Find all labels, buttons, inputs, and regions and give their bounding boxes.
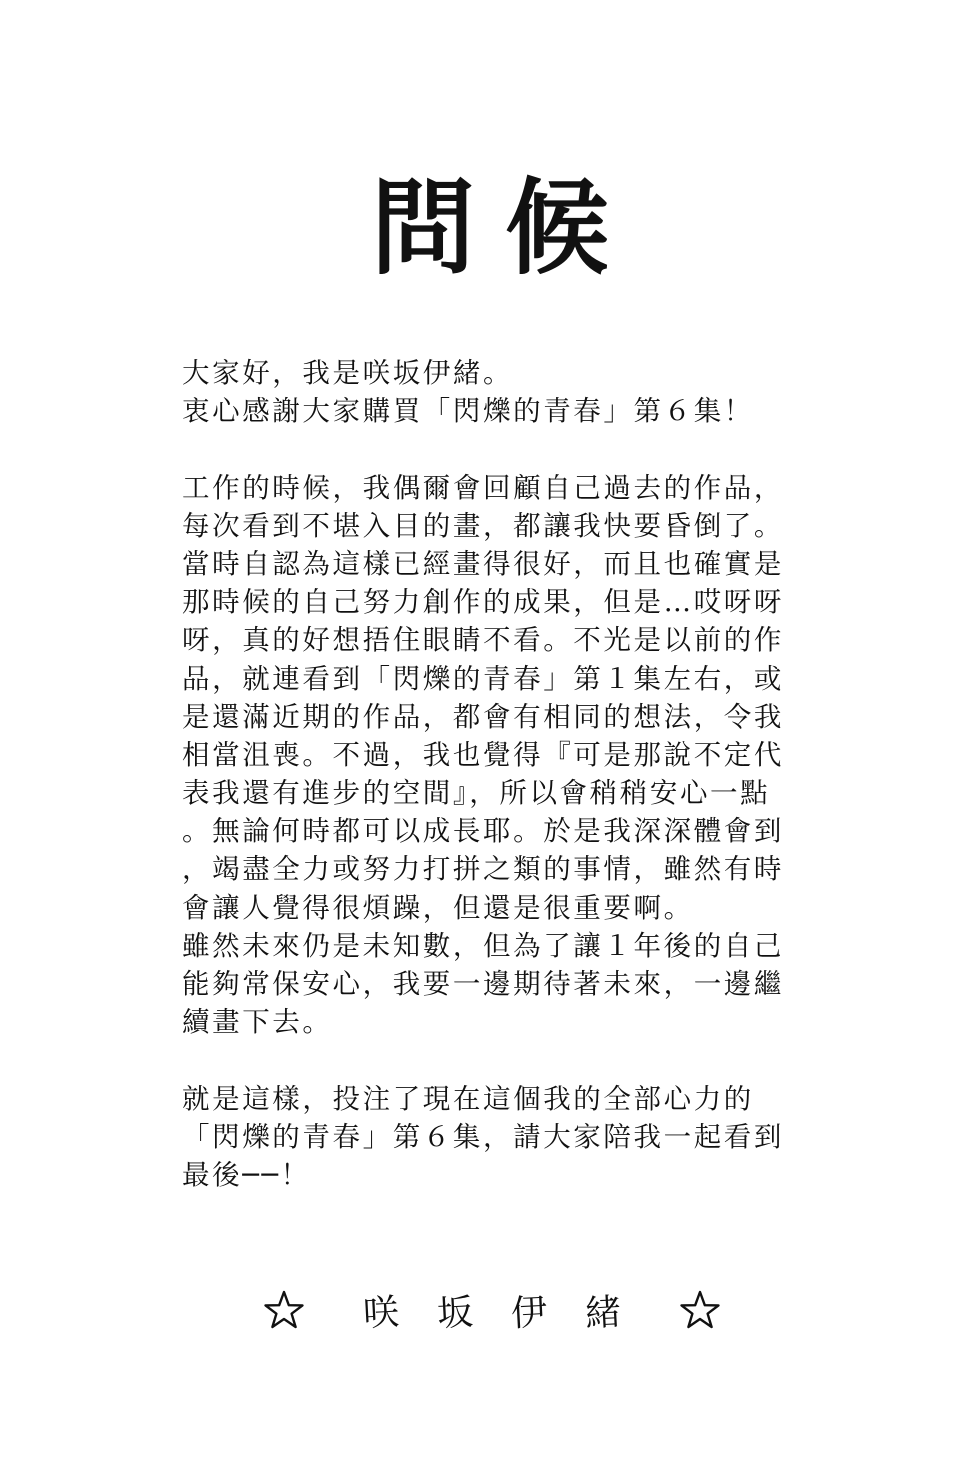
body-text: [182, 354, 794, 1194]
text-line: 最後──！: [182, 1158, 311, 1191]
signature-char: 咲: [362, 1291, 401, 1335]
text-line: 「閃爍的青春」第６集，請大家陪我一起看到: [182, 1120, 784, 1153]
text-line: 工作的時候，我偶爾會回顧自己過去的作品，: [182, 471, 784, 504]
text-line: 相當沮喪。不過，我也覺得『可是那說不定代: [182, 738, 784, 771]
text-line: 每次看到不堪入目的畫，都讓我快要昏倒了。: [182, 509, 784, 542]
text-line: 。無論何時都可以成長耶。於是我深深體會到: [182, 815, 784, 848]
text-line: 續畫下去。: [182, 1006, 333, 1039]
page-title: 問候: [370, 166, 639, 289]
text-line: 會讓人覺得很煩躁，但還是很重要啊。: [182, 891, 694, 924]
star-outline-icon: [262, 1288, 306, 1332]
text-line: ，竭盡全力或努力打拼之類的事情，雖然有時: [182, 853, 784, 886]
text-line: 衷心感謝大家購買「閃爍的青春」第６集！: [182, 395, 754, 428]
author-signature: [262, 1282, 722, 1338]
star-outline-icon: [678, 1288, 722, 1332]
paragraph-gap: [182, 1041, 794, 1079]
signature-name: [363, 1285, 621, 1336]
text-line: 呀，真的好想捂住眼睛不看。不光是以前的作: [182, 624, 784, 657]
paragraph-gap: [182, 430, 794, 468]
text-line: 雖然未來仍是未知數，但為了讓１年後的自己: [182, 929, 784, 962]
text-line: 是還滿近期的作品，都會有相同的想法，令我: [182, 700, 784, 733]
text-line: 當時自認為這樣已經畫得很好，而且也確實是: [182, 547, 784, 580]
text-line: 大家好，我是咲坂伊緒。: [182, 357, 514, 389]
signature-char: 伊: [510, 1291, 549, 1335]
signature-char: 緒: [584, 1291, 623, 1335]
text-line: 就是這樣，投注了現在這個我的全部心力的: [182, 1082, 754, 1115]
text-line: 能夠常保安心，我要一邊期待著未來，一邊繼: [182, 968, 784, 1000]
text-line: 品，就連看到「閃爍的青春」第１集左右，或: [182, 662, 784, 695]
signature-char: 坂: [436, 1291, 475, 1335]
text-line: 表我還有進步的空間』，所以會稍稍安心一點: [182, 777, 771, 810]
text-line: 那時候的自己努力創作的成果，但是…哎呀呀: [182, 586, 784, 619]
